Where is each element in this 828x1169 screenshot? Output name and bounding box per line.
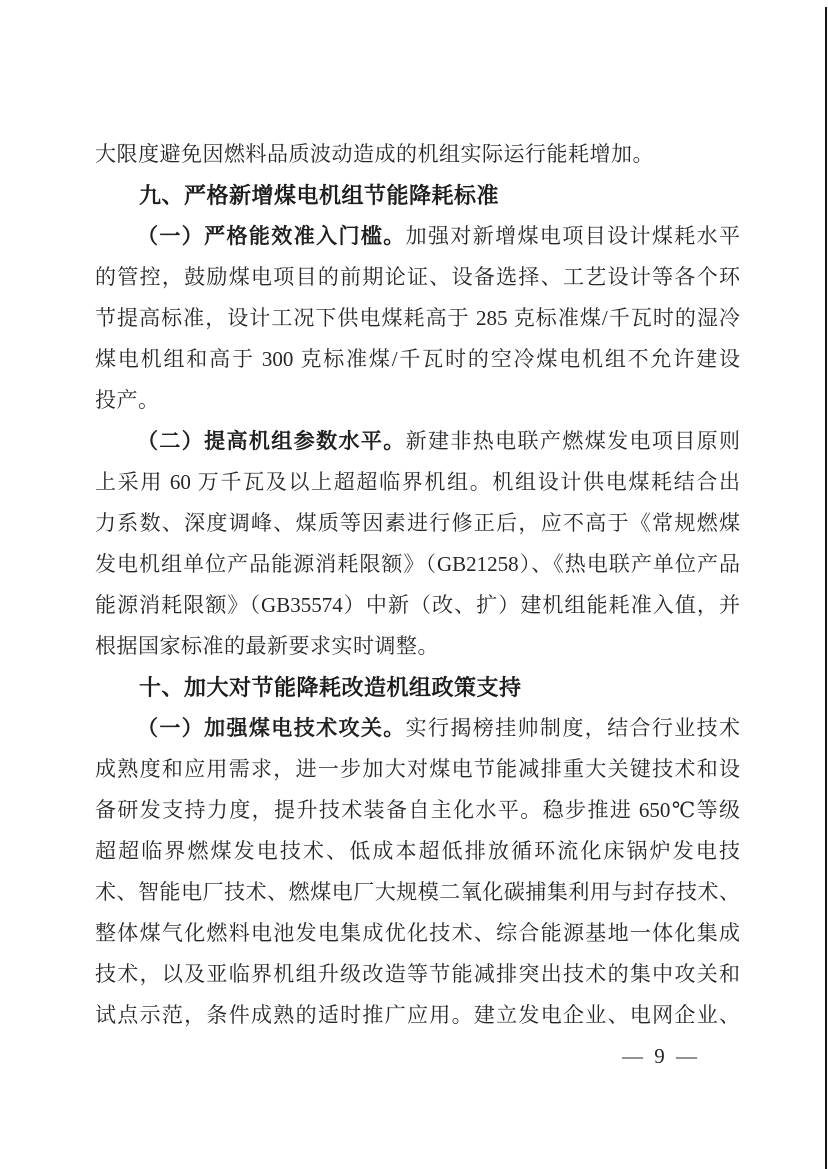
text-line: 的管控，鼓励煤电项目的前期论证、设备选择、工艺设计等各个环 [95,265,740,289]
section-heading: 九、严格新增煤电机组节能降耗标准 [139,183,500,208]
text-line: 能源消耗限额》（GB35574）中新（改、扩）建机组能耗准入值，并 [95,593,740,617]
text-line: 整体煤气化燃料电池发电集成优化技术、综合能源基地一体化集成 [95,921,740,945]
text-line: （二）提高机组参数水平。新建非热电联产燃煤发电项目原则 [137,429,741,453]
text-line: 试点示范，条件成熟的适时推广应用。建立发电企业、电网企业、 [95,1003,740,1027]
text-line: 超超临界燃煤发电技术、低成本超低排放循环流化床锅炉发电技 [95,839,740,863]
paragraph-lead-emphasis: （一）严格能效准入门槛。 [137,224,406,248]
text-line: 备研发支持力度，提升技术装备自主化水平。稳步推进 650℃等级 [95,798,740,822]
paragraph-lead-emphasis: （一）加强煤电技术攻关。 [137,716,406,740]
scan-edge-line [825,7,827,1169]
text-line: 力系数、深度调峰、煤质等因素进行修正后，应不高于《常规燃煤 [95,511,740,535]
text-line: （一）加强煤电技术攻关。实行揭榜挂帅制度，结合行业技术 [137,716,741,740]
text-line: 根据国家标准的最新要求实时调整。 [95,634,439,658]
text-line: 煤电机组和高于 300 克标准煤/千瓦时的空冷煤电机组不允许建设 [95,347,740,371]
text-line: 发电机组单位产品能源消耗限额》（GB21258）、《热电联产单位产品 [95,552,740,576]
document-lines [95,134,740,1036]
section-heading: 十、加大对节能降耗改造机组政策支持 [139,675,522,700]
page-number: — 9 — [622,1044,700,1068]
text-line: 技术，以及亚临界机组升级改造等节能减排突出技术的集中攻关和 [95,962,740,986]
text-line: 术、智能电厂技术、燃煤电厂大规模二氧化碳捕集利用与封存技术、 [95,880,740,904]
text-line: 投产。 [95,388,160,412]
text-line: 大限度避免因燃料品质波动造成的机组实际运行能耗增加。 [95,142,654,166]
text-line: 上采用 60 万千瓦及以上超超临界机组。机组设计供电煤耗结合出 [95,470,740,494]
text-line: 成熟度和应用需求，进一步加大对煤电节能减排重大关键技术和设 [95,757,740,781]
paragraph-lead-emphasis: （二）提高机组参数水平。 [137,429,406,453]
text-line: （一）严格能效准入门槛。加强对新增煤电项目设计煤耗水平 [137,224,741,248]
text-line: 节提高标准，设计工况下供电煤耗高于 285 克标准煤/千瓦时的湿冷 [95,306,740,330]
